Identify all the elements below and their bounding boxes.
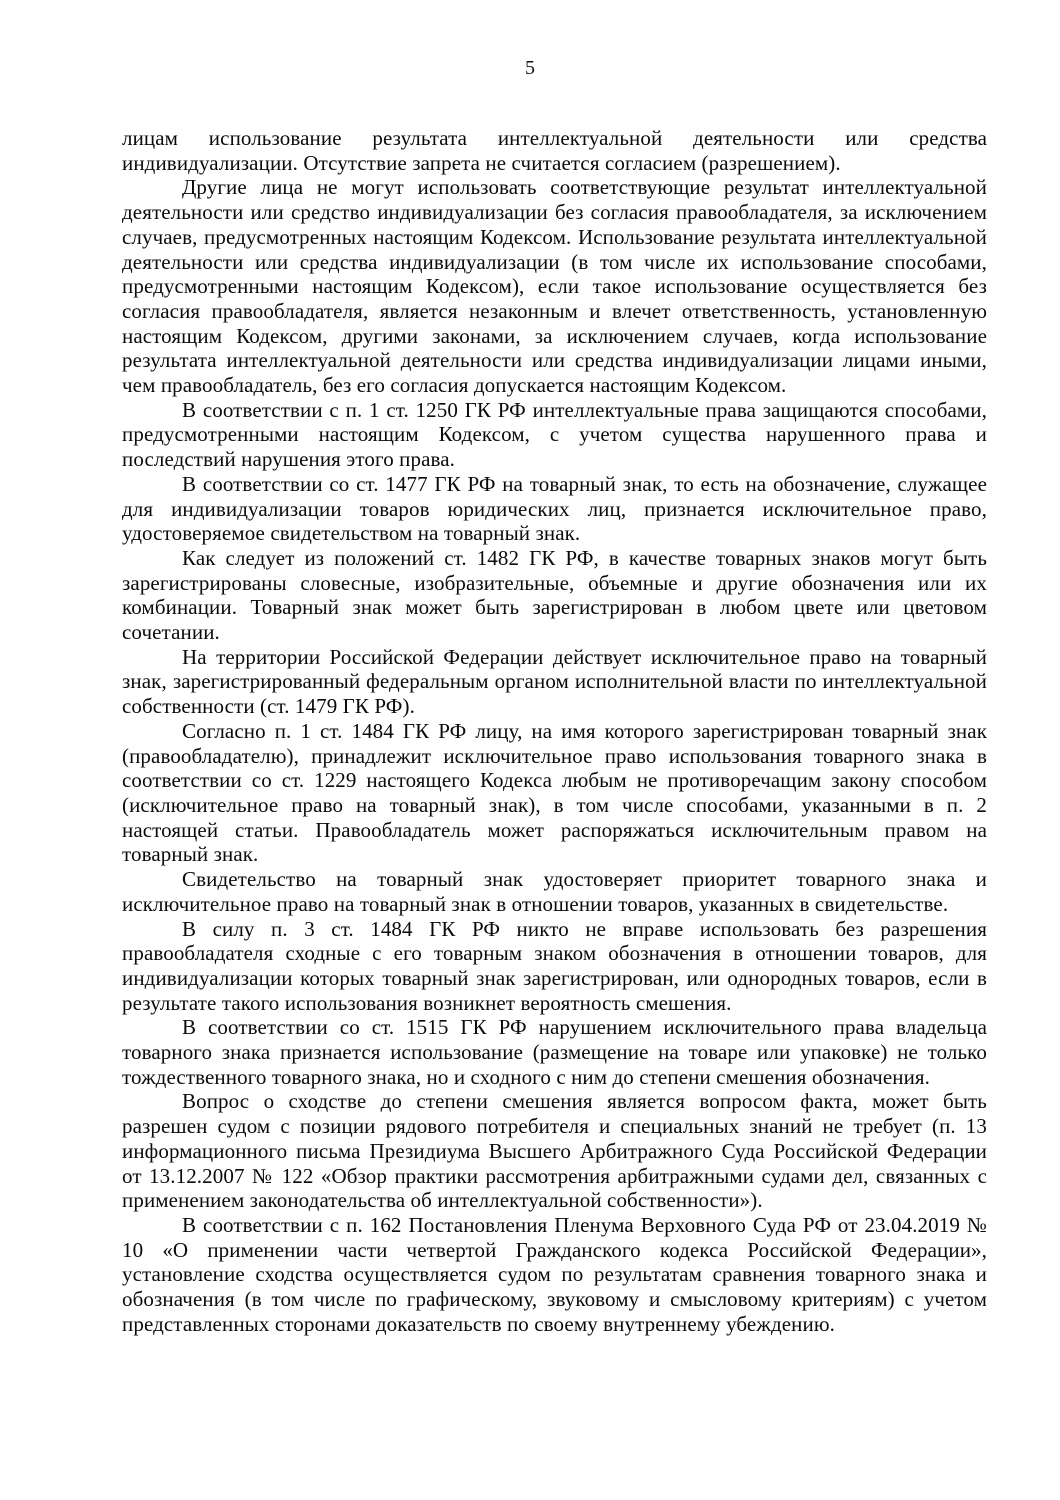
paragraph: В соответствии с п. 162 Постановления Пленума Верховного Суда РФ от 23.04.2019 № 10 «О применении части четвертой Гражданского кодекса Российской Федерации», установление сходства осуществляется судом по результатам сравнения товарного знака и обозначения (в том числе по графическому, звуковому и смысловому критериям) с учетом представленных сторонами доказательств по своему внутреннему убеждению. — [122, 1212, 987, 1336]
paragraph: В соответствии с п. 1 ст. 1250 ГК РФ интеллектуальные права защищаются способами, предусмотренными настоящим Кодексом, с учетом существа нарушенного права и последствий нарушения этого права. — [122, 397, 987, 472]
paragraph: В соответствии со ст. 1515 ГК РФ нарушением исключительного права владельца товарного знака признается использование (размещение на товаре или упаковке) не только тождественного товарного знака, но и сходного с ним до степени смешения обозначения. — [122, 1015, 987, 1089]
paragraph: В соответствии со ст. 1477 ГК РФ на товарный знак, то есть на обозначение, служащее для индивидуализации товаров юридических лиц, признается исключительное право, удостоверяемое свидетельством на товарный знак. — [122, 471, 987, 546]
paragraph: Свидетельство на товарный знак удостоверяет приоритет товарного знака и исключительное право на товарный знак в отношении товаров, указанных в свидетельстве. — [122, 867, 987, 916]
document-body — [122, 126, 987, 1336]
paragraph: Согласно п. 1 ст. 1484 ГК РФ лицу, на имя которого зарегистрирован товарный знак (правообладателю), принадлежит исключительное право использования товарного знака в соответствии со ст. 1229 настоящего Кодекса любым не противоречащим закону способом (исключительное право на товарный знак), в том числе способами, указанными в п. 2 настоящей статьи. Правообладатель может распоряжаться исключительным правом на товарный знак. — [122, 718, 987, 867]
paragraph-continuation: лицам использование результата интеллектуальной деятельности или средства индивидуализации. Отсутствие запрета не считается согласием (разрешением). — [122, 126, 987, 175]
paragraph: Как следует из положений ст. 1482 ГК РФ, в качестве товарных знаков могут быть зарегистрированы словесные, изобразительные, объемные и другие обозначения или их комбинации. Товарный знак может быть зарегистрирован в любом цвете или цветовом сочетании. — [122, 545, 987, 645]
page-number: 5 — [525, 57, 535, 79]
paragraph: Другие лица не могут использовать соответствующие результат интеллектуальной деятельности или средство индивидуализации без согласия правообладателя, за исключением случаев, предусмотренных настоящим Кодексом. Использование результата интеллектуальной деятельности или средства индивидуализации (в том числе их использование способами, предусмотренными настоящим Кодексом), если такое использование осуществляется без согласия правообладателя, является незаконным и влечет ответственность, установленную настоящим Кодексом, другими законами, за исключением случаев, когда использование результата интеллектуальной деятельности или средства индивидуализации лицами иными, чем правообладатель, без его согласия допускается настоящим Кодексом. — [122, 175, 987, 398]
paragraph: На территории Российской Федерации действует исключительное право на товарный знак, зарегистрированный федеральным органом исполнительной власти по интеллектуальной собственности (ст. 1479 ГК РФ). — [122, 644, 987, 719]
paragraph: В силу п. 3 ст. 1484 ГК РФ никто не вправе использовать без разрешения правообладателя сходные с его товарным знаком обозначения в отношении товаров, для индивидуализации которых товарный знак зарегистрирован, или однородных товаров, если в результате такого использования возникнет вероятность смешения. — [122, 916, 987, 1015]
paragraph: Вопрос о сходстве до степени смешения является вопросом факта, может быть разрешен судом с позиции рядового потребителя и специальных знаний не требует (п. 13 информационного письма Президиума Высшего Арбитражного Суда Российской Федерации от 13.12.2007 № 122 «Обзор практики рассмотрения арбитражными судами дел, связанных с применением законодательства об интеллектуальной собственности»). — [122, 1089, 987, 1213]
